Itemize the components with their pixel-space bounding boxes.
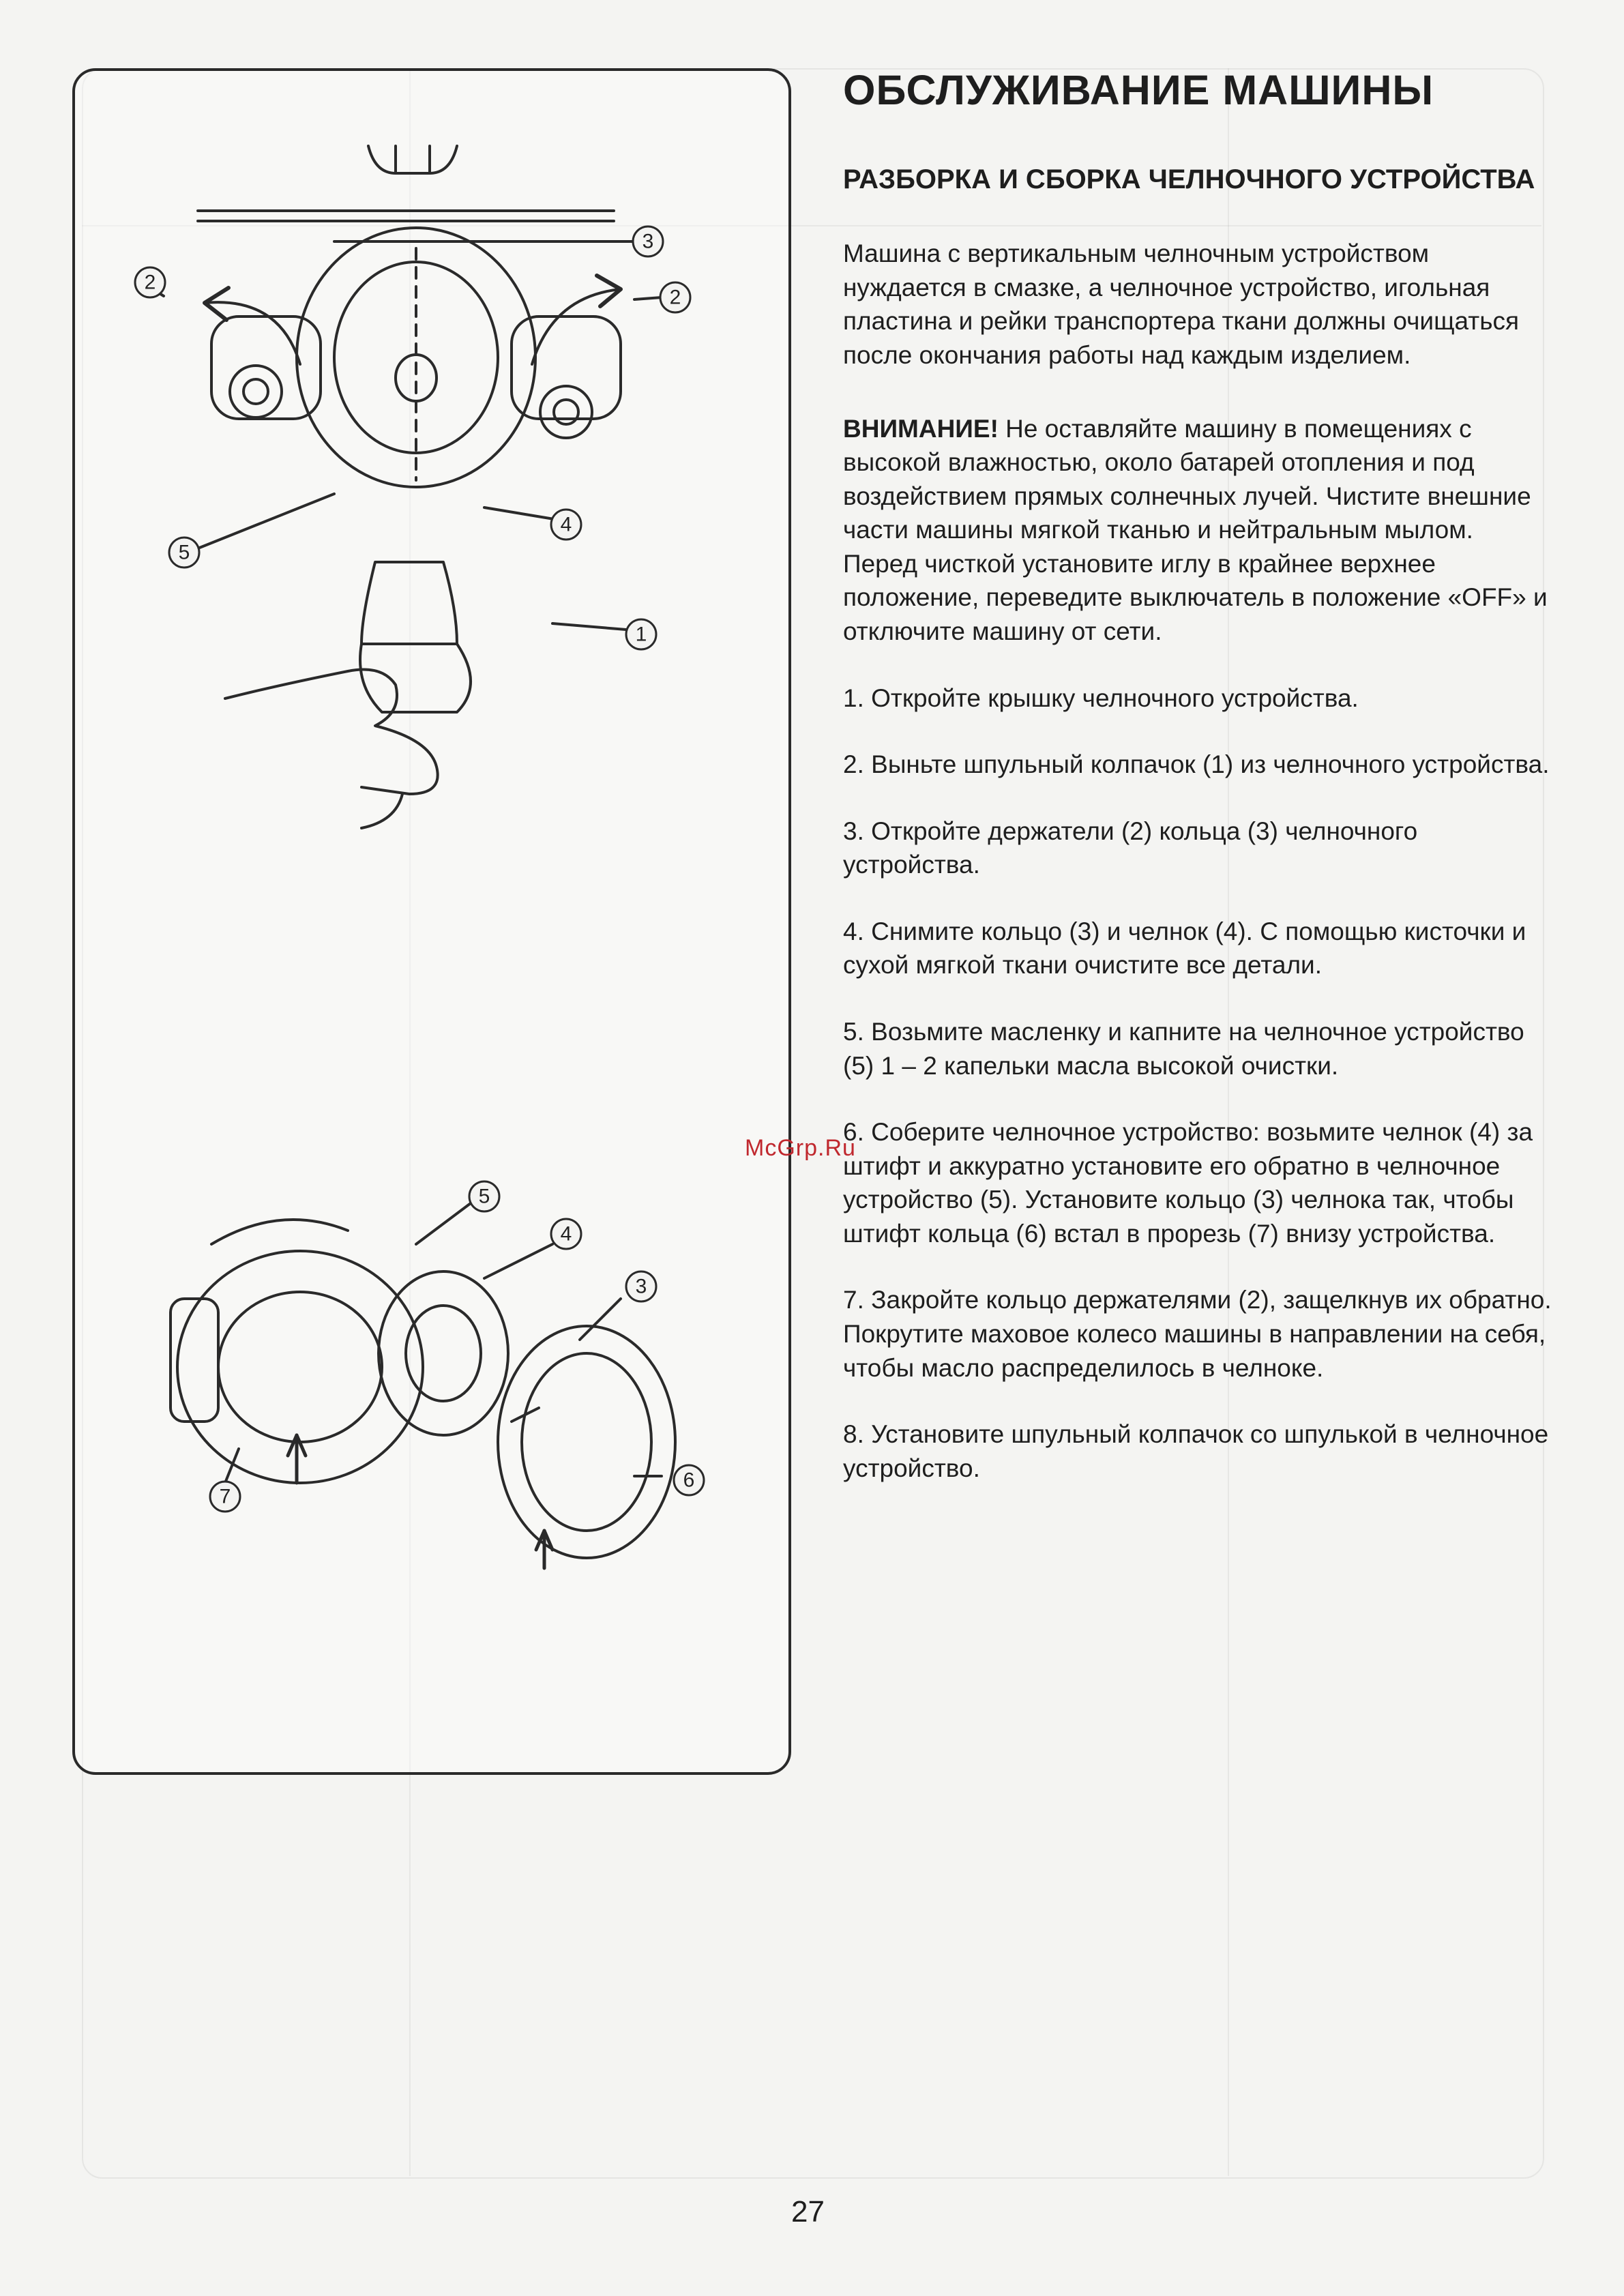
callout-5-bottom: 5 — [478, 1185, 490, 1208]
callout-6-bottom: 6 — [683, 1469, 695, 1492]
hook-shuttle-shape — [379, 1271, 508, 1435]
illustration-panel — [72, 68, 791, 1775]
presser-foot-shape — [368, 146, 457, 173]
step-6: 6. Соберите челночное устройство: возьмите челнок (4) за штифт и аккуратно установите его обратно в челночное устройство (5). Установите кольцо (3) челнока так, чтобы штифт кольца (6) встал в прорезь (7) внизу устройства. — [843, 1118, 1533, 1248]
step-7: 7. Закройте кольцо держателями (2), защелкнув их обратно. Покрутите маховое колесо машины в направлении на себя, чтобы масло распределилось в челноке. — [843, 1286, 1552, 1382]
step-4: 4. Снимите кольцо (3) и челнок (4). С помощью кисточки и сухой мягкой ткани очистите все детали. — [843, 917, 1526, 980]
callout-3-top: 3 — [642, 230, 654, 253]
warning-text: Не оставляйте машину в помещениях с высокой влажностью, около батарей отопления и под воздействием прямых солнечных лучей. Чистите внешние части машины мягкой тканью и нейтральным мылом. Перед чисткой установите иглу в крайнее верхнее положение, переведите выключатель в положение «OFF» и отключите машину от сети. — [843, 414, 1548, 645]
callout-2-right: 2 — [669, 286, 681, 309]
section-title: РАЗБОРКА И СБОРКА ЧЕЛНОЧНОГО УСТРОЙСТВА — [843, 164, 1535, 195]
warning-label: ВНИМАНИЕ! — [843, 414, 999, 443]
hook-ring-shape — [498, 1326, 675, 1558]
callout-7-bottom: 7 — [219, 1485, 231, 1508]
hand-shape — [225, 670, 438, 795]
callout-3-bottom: 3 — [635, 1275, 647, 1298]
step-1: 1. Откройте крышку челночного устройства. — [843, 683, 1359, 712]
callout-4-bottom: 4 — [560, 1222, 572, 1246]
bobbin-case-shape — [361, 562, 457, 644]
hook-assembly-illustration — [75, 71, 788, 1772]
callout-4-top: 4 — [560, 513, 572, 536]
callout-1-top: 1 — [635, 623, 647, 646]
step-5: 5. Возьмите масленку и капните на челночное устройство (5) 1 – 2 капельки масла высокой очистки. — [843, 1018, 1524, 1080]
callout-5-top: 5 — [178, 541, 190, 564]
step-8: 8. Установите шпульный колпачок со шпулькой в челночное устройство. — [843, 1420, 1549, 1482]
step-3: 3. Откройте держатели (2) кольца (3) челночного устройства. — [843, 816, 1418, 879]
text-column — [843, 65, 1552, 1485]
page-title: ОБСЛУЖИВАНИЕ МАШИНЫ — [843, 67, 1434, 113]
intro-paragraph: Машина с вертикальным челночным устройством нуждается в смазке, а челночное устройство, игольная пластина и рейки транспортера ткани должны очищаться после окончания работы над каждым изделием. — [843, 239, 1520, 369]
warning-paragraph — [843, 412, 1552, 649]
page-number: 27 — [791, 2195, 825, 2228]
watermark: McGrp.Ru — [745, 1135, 856, 1161]
hook-race-shape — [177, 1251, 423, 1483]
callout-2-left: 2 — [144, 271, 156, 294]
step-2: 2. Выньте шпульный колпачок (1) из челночного устройства. — [843, 750, 1550, 779]
